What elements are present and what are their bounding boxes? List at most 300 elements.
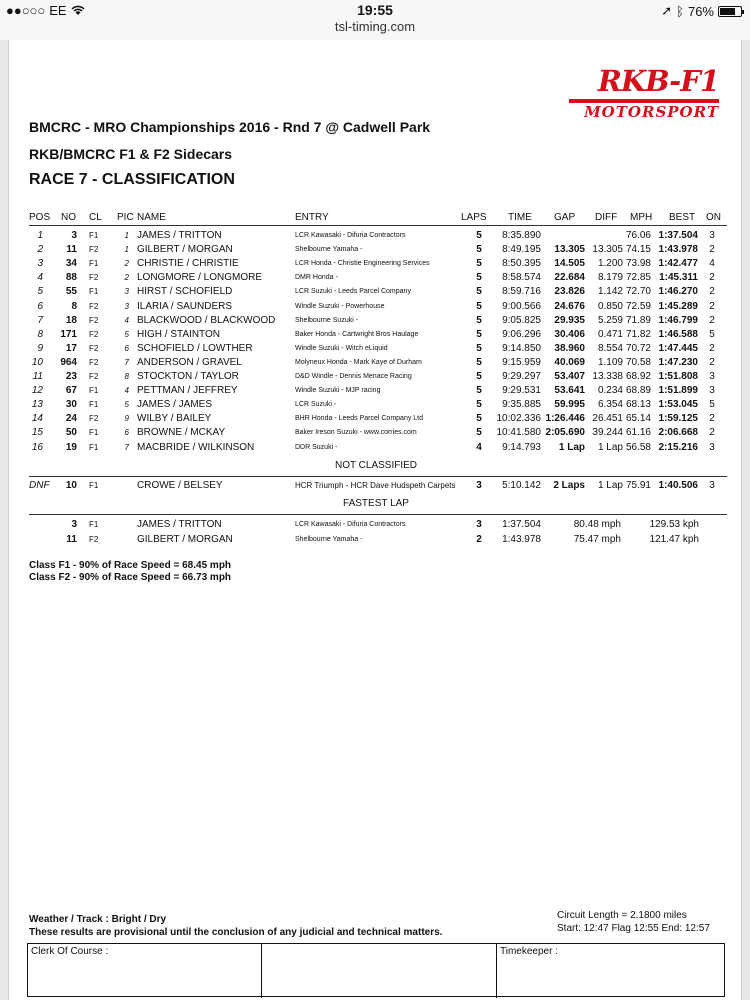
cell-best: 1:47.230 bbox=[658, 356, 698, 368]
col-mph: MPH bbox=[630, 212, 653, 223]
cell-pic: 7 bbox=[124, 357, 129, 367]
clerk-of-course: Clerk Of Course : bbox=[28, 944, 262, 998]
cell-entry: LCR Suzuki - bbox=[295, 401, 337, 409]
table-row bbox=[9, 243, 743, 257]
cell-mph: 72.85 bbox=[625, 272, 651, 284]
cell-pos: 7 bbox=[37, 314, 43, 326]
cell-pic: 5 bbox=[124, 400, 129, 410]
cell-diff: 26.451 bbox=[592, 413, 623, 425]
cell-cl: F2 bbox=[89, 329, 99, 339]
cell-name: JAMES / TRITTON bbox=[137, 519, 222, 530]
col-pos: POS bbox=[29, 212, 51, 223]
cell-entry: Molyneux Honda - Mark Kaye of Durham bbox=[295, 358, 422, 366]
cell-on: 2 bbox=[709, 300, 715, 312]
table-row bbox=[9, 229, 743, 243]
cell-mph: 75.91 bbox=[625, 480, 651, 491]
cell-diff: 1 Lap bbox=[597, 441, 623, 453]
cell-mph: 74.15 bbox=[625, 244, 651, 256]
status-bar bbox=[0, 0, 750, 40]
cell-on: 2 bbox=[709, 427, 715, 439]
cell-name: GILBERT / MORGAN bbox=[137, 244, 233, 256]
cell-name: BROWNE / MCKAY bbox=[137, 427, 226, 439]
provisional-notice: These results are provisional until the conclusion of any judicial and technical matters. bbox=[29, 927, 443, 938]
cell-name: PETTMAN / JEFFREY bbox=[137, 385, 238, 397]
cell-gap: 23.826 bbox=[554, 286, 585, 298]
cell-mph: 68.89 bbox=[625, 385, 651, 397]
table-row bbox=[9, 356, 743, 370]
table-row bbox=[9, 314, 743, 328]
battery-percent: 76% bbox=[687, 3, 714, 19]
cell-best: 1:45.311 bbox=[659, 272, 698, 284]
cell-gap: 24.676 bbox=[554, 300, 585, 312]
cell-pos: 3 bbox=[37, 258, 43, 270]
cell-no: 24 bbox=[65, 413, 77, 425]
cell-best: 1:46.588 bbox=[658, 328, 698, 340]
cell-on: 3 bbox=[709, 480, 715, 491]
cell-name: CROWE / BELSEY bbox=[137, 480, 223, 491]
cell-laps: 5 bbox=[476, 371, 482, 382]
cell-name: WILBY / BAILEY bbox=[137, 413, 212, 425]
cell-time: 9:35.885 bbox=[502, 399, 541, 411]
table-row bbox=[9, 271, 743, 285]
cell-on: 5 bbox=[709, 399, 715, 411]
cell-cl: F1 bbox=[89, 259, 99, 269]
cell-on: 2 bbox=[709, 342, 715, 354]
cell-no: 30 bbox=[65, 399, 77, 411]
race-times: Start: 12:47 Flag 12:55 End: 12:57 bbox=[557, 923, 710, 934]
cell-pic: 3 bbox=[124, 301, 129, 311]
cell-best: 1:37.504 bbox=[658, 230, 698, 241]
cell-no: 11 bbox=[66, 533, 77, 545]
table-row bbox=[9, 342, 743, 356]
race-title: RACE 7 - CLASSIFICATION bbox=[29, 171, 235, 188]
cell-mph: 76.06 bbox=[625, 230, 651, 241]
cell-cl: F1 bbox=[89, 428, 99, 438]
cell-cl: F1 bbox=[89, 231, 99, 240]
cell-gap: 22.684 bbox=[554, 272, 585, 284]
cell-entry: Shelbourne Yamaha - bbox=[295, 246, 363, 254]
cell-best: 1:46.799 bbox=[658, 314, 698, 326]
cell-cl: F2 bbox=[89, 357, 99, 367]
cell-diff: 1.142 bbox=[597, 286, 623, 298]
cell-cl: F2 bbox=[89, 414, 99, 424]
cell-time: 1:43.978 bbox=[502, 533, 541, 545]
cell-pos: 2 bbox=[37, 244, 43, 256]
table-row bbox=[9, 412, 743, 426]
circuit-length: Circuit Length = 2.1800 miles bbox=[557, 910, 687, 921]
fastest-lap-divider bbox=[29, 514, 727, 515]
cell-best: 1:53.045 bbox=[658, 399, 698, 411]
col-best: BEST bbox=[669, 212, 696, 223]
cell-time: 10:02.336 bbox=[496, 413, 541, 425]
cell-time: 8:35.890 bbox=[502, 230, 541, 241]
cell-name: SCHOFIELD / LOWTHER bbox=[137, 342, 253, 354]
cell-gap: 2 Laps bbox=[553, 480, 585, 491]
cell-best: 1:47.445 bbox=[658, 342, 698, 354]
cell-pic: 2 bbox=[124, 273, 129, 283]
cell-pos: 14 bbox=[31, 413, 43, 425]
signal-strength-icon: ●●○○○ bbox=[6, 3, 46, 18]
cell-entry: LCR Suzuki - Leeds Parcel Company bbox=[295, 288, 411, 296]
cell-mph: 72.70 bbox=[625, 286, 651, 298]
cell-gap: 53.407 bbox=[554, 371, 585, 382]
class-f2-note: Class F2 - 90% of Race Speed = 66.73 mph bbox=[29, 572, 232, 583]
cell-time: 9:00.566 bbox=[502, 300, 541, 312]
cell-time: 9:15.959 bbox=[502, 356, 541, 368]
cell-cl: F1 bbox=[89, 442, 99, 452]
cell-cl: F2 bbox=[89, 343, 99, 353]
cell-name: STOCKTON / TAYLOR bbox=[137, 371, 239, 382]
cell-laps: 5 bbox=[476, 427, 482, 439]
cell-laps: 5 bbox=[476, 356, 482, 368]
cell-pos: 15 bbox=[31, 427, 43, 439]
cell-diff: 1.200 bbox=[597, 258, 623, 270]
col-laps: LAPS bbox=[461, 212, 487, 223]
cell-cl: F1 bbox=[89, 400, 99, 410]
table-row bbox=[9, 257, 743, 271]
cell-laps: 5 bbox=[476, 342, 482, 354]
cell-pic: 1 bbox=[124, 231, 129, 240]
signature-box bbox=[27, 943, 725, 997]
cell-diff: 0.234 bbox=[597, 385, 623, 397]
battery-level bbox=[720, 8, 735, 15]
cell-no: 18 bbox=[65, 314, 77, 326]
cell-on: 2 bbox=[709, 314, 715, 326]
cell-name: BLACKWOOD / BLACKWOOD bbox=[137, 314, 276, 326]
cell-best: 1:45.289 bbox=[658, 300, 698, 312]
document-page bbox=[8, 40, 742, 1000]
cell-on: 2 bbox=[709, 413, 715, 425]
cell-gap: 2:05.690 bbox=[545, 427, 585, 439]
cell-no: 3 bbox=[71, 230, 77, 241]
cell-pos: 12 bbox=[31, 385, 43, 397]
cell-no: 11 bbox=[66, 244, 77, 256]
cell-on: 3 bbox=[709, 385, 715, 397]
carrier-name: EE bbox=[49, 3, 67, 18]
cell-gap: 29.935 bbox=[554, 314, 585, 326]
col-no: NO bbox=[61, 212, 76, 223]
cell-pos: 11 bbox=[32, 371, 43, 382]
cell-pic: 4 bbox=[124, 386, 129, 396]
cell-pic: 6 bbox=[124, 428, 129, 438]
cell-name: MACBRIDE / WILKINSON bbox=[137, 441, 255, 453]
rkb-f1-logo bbox=[569, 64, 719, 126]
cell-mph: 71.82 bbox=[625, 328, 651, 340]
cell-name: ANDERSON / GRAVEL bbox=[137, 356, 242, 368]
cell-diff: 8.179 bbox=[597, 272, 623, 284]
table-row bbox=[9, 479, 743, 493]
cell-on: 3 bbox=[709, 441, 715, 453]
address-bar-url[interactable]: tsl-timing.com bbox=[334, 19, 416, 34]
cell-pos: 5 bbox=[37, 286, 43, 298]
cell-gap: 53.641 bbox=[554, 385, 585, 397]
cell-pos: 1 bbox=[37, 230, 43, 241]
class-f1-note: Class F1 - 90% of Race Speed = 68.45 mph bbox=[29, 560, 232, 571]
fastest-lap-title: FASTEST LAP bbox=[343, 498, 409, 509]
cell-diff: 1.109 bbox=[597, 356, 623, 368]
cell-laps: 5 bbox=[476, 328, 482, 340]
col-time: TIME bbox=[508, 212, 532, 223]
cell-name: CHRISTIE / CHRISTIE bbox=[137, 258, 239, 270]
cell-best: 1:51.899 bbox=[658, 385, 698, 397]
cell-diff: 39.244 bbox=[592, 427, 623, 439]
cell-kph: 129.53 kph bbox=[649, 519, 699, 530]
cell-entry: D&D Windle - Dennis Menace Racing bbox=[295, 373, 412, 380]
cell-time: 9:05.825 bbox=[502, 314, 541, 326]
cell-cl: F1 bbox=[89, 520, 99, 529]
cell-entry: Windle Suzuki - MJP racing bbox=[295, 387, 381, 395]
cell-no: 23 bbox=[65, 371, 77, 382]
cell-time: 1:37.504 bbox=[502, 519, 541, 530]
cell-laps: 5 bbox=[476, 244, 482, 256]
cell-pic: 7 bbox=[124, 442, 129, 452]
cell-name: HIGH / STAINTON bbox=[137, 328, 220, 340]
cell-on: 2 bbox=[709, 244, 715, 256]
footer-notes bbox=[29, 913, 442, 939]
cell-laps: 5 bbox=[476, 314, 482, 326]
cell-cl: F1 bbox=[89, 287, 99, 297]
cell-entry: DDR Suzuki - bbox=[295, 443, 338, 451]
cell-on: 5 bbox=[709, 328, 715, 340]
cell-cl: F2 bbox=[89, 315, 99, 325]
cell-diff: 0.850 bbox=[597, 300, 623, 312]
cell-entry: LCR Kawasaki - Difuria Contractors bbox=[295, 232, 406, 239]
cell-laps: 5 bbox=[476, 258, 482, 270]
circuit-info bbox=[557, 909, 710, 935]
cell-laps: 5 bbox=[476, 413, 482, 425]
col-pic: PIC bbox=[117, 212, 134, 223]
cell-time: 8:49.195 bbox=[502, 244, 541, 256]
cell-name: HIRST / SCHOFIELD bbox=[137, 286, 233, 298]
cell-diff: 6.354 bbox=[597, 399, 623, 411]
cell-mph: 72.59 bbox=[625, 300, 651, 312]
cell-pic: 9 bbox=[124, 414, 129, 424]
cell-pic: 5 bbox=[124, 329, 129, 339]
cell-pos: 10 bbox=[31, 356, 43, 368]
cell-diff: 8.554 bbox=[597, 342, 623, 354]
location-icon: ➚ bbox=[661, 3, 673, 18]
fastest-lap-row bbox=[9, 533, 743, 547]
cell-time: 5:10.142 bbox=[502, 480, 541, 491]
class-notes bbox=[29, 560, 231, 584]
cell-gap: 1 Lap bbox=[558, 441, 585, 453]
cell-name: ILARIA / SAUNDERS bbox=[137, 300, 233, 312]
col-on: ON bbox=[706, 212, 721, 223]
col-name: NAME bbox=[137, 212, 166, 223]
cell-time: 8:50.395 bbox=[502, 258, 541, 270]
cell-time: 9:14.793 bbox=[502, 441, 541, 453]
cell-on: 3 bbox=[709, 371, 715, 382]
cell-cl: F1 bbox=[89, 481, 99, 490]
table-row bbox=[9, 426, 743, 440]
cell-mph: 68.92 bbox=[625, 371, 651, 382]
cell-no: 67 bbox=[65, 385, 77, 397]
fastest-lap-row bbox=[9, 518, 743, 532]
cell-cl: F1 bbox=[89, 386, 99, 396]
not-classified-divider bbox=[29, 476, 727, 477]
signature-blank bbox=[262, 944, 497, 998]
timekeeper: Timekeeper : bbox=[500, 946, 558, 957]
cell-on: 4 bbox=[709, 258, 715, 270]
cell-laps: 5 bbox=[476, 385, 482, 397]
cell-entry: Shelbourne Yamaha - bbox=[295, 535, 363, 543]
cell-mph: 70.72 bbox=[625, 342, 651, 354]
header-divider bbox=[29, 225, 727, 226]
cell-on: 2 bbox=[709, 356, 715, 368]
cell-on: 3 bbox=[709, 230, 715, 241]
cell-no: 55 bbox=[65, 286, 77, 298]
cell-pos: 9 bbox=[37, 342, 43, 354]
cell-pos: 6 bbox=[37, 300, 43, 312]
cell-entry: HCR Triumph - HCR Dave Hudspeth Carpets bbox=[295, 481, 456, 490]
cell-name: JAMES / JAMES bbox=[137, 399, 213, 411]
table-row bbox=[9, 300, 743, 314]
cell-gap: 1:26.446 bbox=[545, 413, 585, 425]
cell-pic: 4 bbox=[124, 315, 129, 325]
cell-entry: BHR Honda - Leeds Parcel Company Ltd bbox=[295, 415, 424, 423]
cell-pos: 4 bbox=[37, 272, 43, 284]
cell-pic: 6 bbox=[124, 343, 129, 353]
cell-pic: 3 bbox=[124, 287, 129, 297]
cell-cl: F2 bbox=[89, 301, 99, 311]
col-entry: ENTRY bbox=[295, 212, 329, 223]
cell-entry: Windle Suzuki - Witch eLiquid bbox=[295, 344, 388, 352]
cell-cl: F2 bbox=[89, 372, 99, 381]
cell-name: LONGMORE / LONGMORE bbox=[137, 272, 263, 284]
table-row bbox=[9, 285, 743, 299]
cell-gap: 40.069 bbox=[554, 356, 585, 368]
table-row bbox=[9, 441, 743, 455]
cell-mph: 75.47 mph bbox=[573, 533, 621, 545]
cell-mph: 73.98 bbox=[625, 258, 651, 270]
table-row bbox=[9, 398, 743, 412]
cell-laps: 5 bbox=[476, 300, 482, 312]
cell-mph: 71.89 bbox=[625, 314, 651, 326]
cell-pic: 1 bbox=[124, 245, 129, 255]
cell-gap: 59.995 bbox=[554, 399, 585, 411]
col-diff: DIFF bbox=[595, 212, 618, 223]
cell-best: 2:15.216 bbox=[658, 441, 698, 453]
cell-on: 2 bbox=[709, 286, 715, 298]
cell-on: 2 bbox=[709, 272, 715, 284]
cell-laps: 3 bbox=[476, 480, 482, 491]
cell-entry: Baker Ireson Suzuki - www.corries.com bbox=[295, 429, 417, 437]
cell-time: 8:58.574 bbox=[502, 272, 541, 284]
cell-no: 964 bbox=[60, 356, 77, 368]
cell-time: 9:06.296 bbox=[502, 328, 541, 340]
cell-no: 88 bbox=[65, 272, 77, 284]
race-class-title: RKB/BMCRC F1 & F2 Sidecars bbox=[29, 146, 233, 162]
cell-pic: 8 bbox=[124, 372, 129, 381]
cell-no: 8 bbox=[71, 300, 77, 312]
event-title: BMCRC - MRO Championships 2016 - Rnd 7 @ Cadwell Park bbox=[29, 119, 431, 135]
cell-best: 1:42.477 bbox=[658, 258, 698, 270]
cell-time: 8:59.716 bbox=[502, 286, 541, 298]
cell-pos: 16 bbox=[31, 441, 43, 453]
cell-kph: 121.47 kph bbox=[649, 533, 699, 545]
cell-mph: 80.48 mph bbox=[573, 519, 621, 530]
cell-name: GILBERT / MORGAN bbox=[137, 533, 233, 545]
cell-mph: 68.13 bbox=[625, 399, 651, 411]
cell-mph: 56.58 bbox=[625, 441, 651, 453]
cell-pos: 13 bbox=[31, 399, 43, 411]
cell-no: 19 bbox=[65, 441, 77, 453]
cell-entry: Baker Honda - Cartwright Bros Haulage bbox=[295, 330, 419, 338]
cell-laps: 5 bbox=[476, 230, 482, 241]
cell-pos: 8 bbox=[37, 328, 43, 340]
cell-diff: 1 Lap bbox=[597, 480, 623, 491]
cell-entry: LCR Honda - Christie Engineering Services bbox=[295, 260, 430, 268]
not-classified-title: NOT CLASSIFIED bbox=[334, 460, 418, 471]
cell-cl: F2 bbox=[89, 273, 99, 283]
table-row bbox=[9, 384, 743, 398]
cell-no: 171 bbox=[60, 328, 77, 340]
cell-best: 2:06.668 bbox=[658, 427, 698, 439]
cell-no: 10 bbox=[65, 480, 77, 491]
bluetooth-icon: ᛒ bbox=[676, 3, 684, 19]
cell-gap: 38.960 bbox=[554, 342, 585, 354]
cell-entry: Windle Suzuki - Powerhouse bbox=[295, 302, 385, 310]
cell-no: 34 bbox=[65, 258, 77, 270]
cell-best: 1:59.125 bbox=[658, 413, 698, 425]
cell-time: 10:41.580 bbox=[496, 427, 541, 439]
clock: 19:55 bbox=[357, 2, 393, 18]
cell-best: 1:51.808 bbox=[658, 371, 698, 382]
status-right bbox=[661, 3, 742, 19]
battery-icon bbox=[718, 6, 742, 17]
cell-best: 1:40.506 bbox=[658, 480, 698, 491]
cell-best: 1:43.978 bbox=[658, 244, 698, 256]
cell-entry: LCR Kawasaki - Difuria Contractors bbox=[295, 521, 406, 528]
cell-time: 9:29.297 bbox=[502, 371, 541, 382]
cell-name: JAMES / TRITTON bbox=[137, 230, 222, 241]
cell-best: 1:46.270 bbox=[658, 286, 698, 298]
cell-time: 9:29.531 bbox=[502, 385, 541, 397]
table-row bbox=[9, 370, 743, 384]
logo-sub-text: MOTORSPORT bbox=[584, 103, 719, 121]
col-cl: CL bbox=[89, 212, 102, 223]
cell-no: 17 bbox=[65, 342, 77, 354]
cell-cl: F2 bbox=[89, 245, 99, 255]
cell-gap: 30.406 bbox=[554, 328, 585, 340]
cell-pic: 2 bbox=[124, 259, 129, 269]
logo-main-text: RKB-F1 bbox=[597, 64, 719, 98]
cell-no: 50 bbox=[65, 427, 77, 439]
cell-diff: 0.471 bbox=[597, 328, 623, 340]
col-gap: GAP bbox=[554, 212, 576, 223]
cell-entry: Shelbourne Suzuki - bbox=[295, 316, 359, 324]
cell-no: 3 bbox=[71, 519, 77, 530]
cell-diff: 13.305 bbox=[592, 244, 623, 256]
cell-laps: 5 bbox=[476, 286, 482, 298]
cell-cl: F2 bbox=[89, 534, 99, 544]
table-header bbox=[9, 211, 743, 225]
cell-laps: 5 bbox=[476, 399, 482, 411]
cell-entry: DMR Honda - bbox=[295, 274, 338, 282]
weather-track: Weather / Track : Bright / Dry bbox=[29, 914, 167, 925]
cell-gap: 13.305 bbox=[554, 244, 585, 256]
cell-lap: 2 bbox=[476, 533, 482, 545]
cell-pos: DNF bbox=[29, 480, 50, 491]
cell-mph: 61.16 bbox=[625, 427, 651, 439]
cell-diff: 5.259 bbox=[597, 314, 623, 326]
cell-gap: 14.505 bbox=[554, 258, 585, 270]
cell-mph: 65.14 bbox=[625, 413, 651, 425]
cell-time: 9:14.850 bbox=[502, 342, 541, 354]
cell-diff: 13.338 bbox=[592, 371, 623, 382]
table-row bbox=[9, 328, 743, 342]
cell-lap: 3 bbox=[476, 519, 482, 530]
